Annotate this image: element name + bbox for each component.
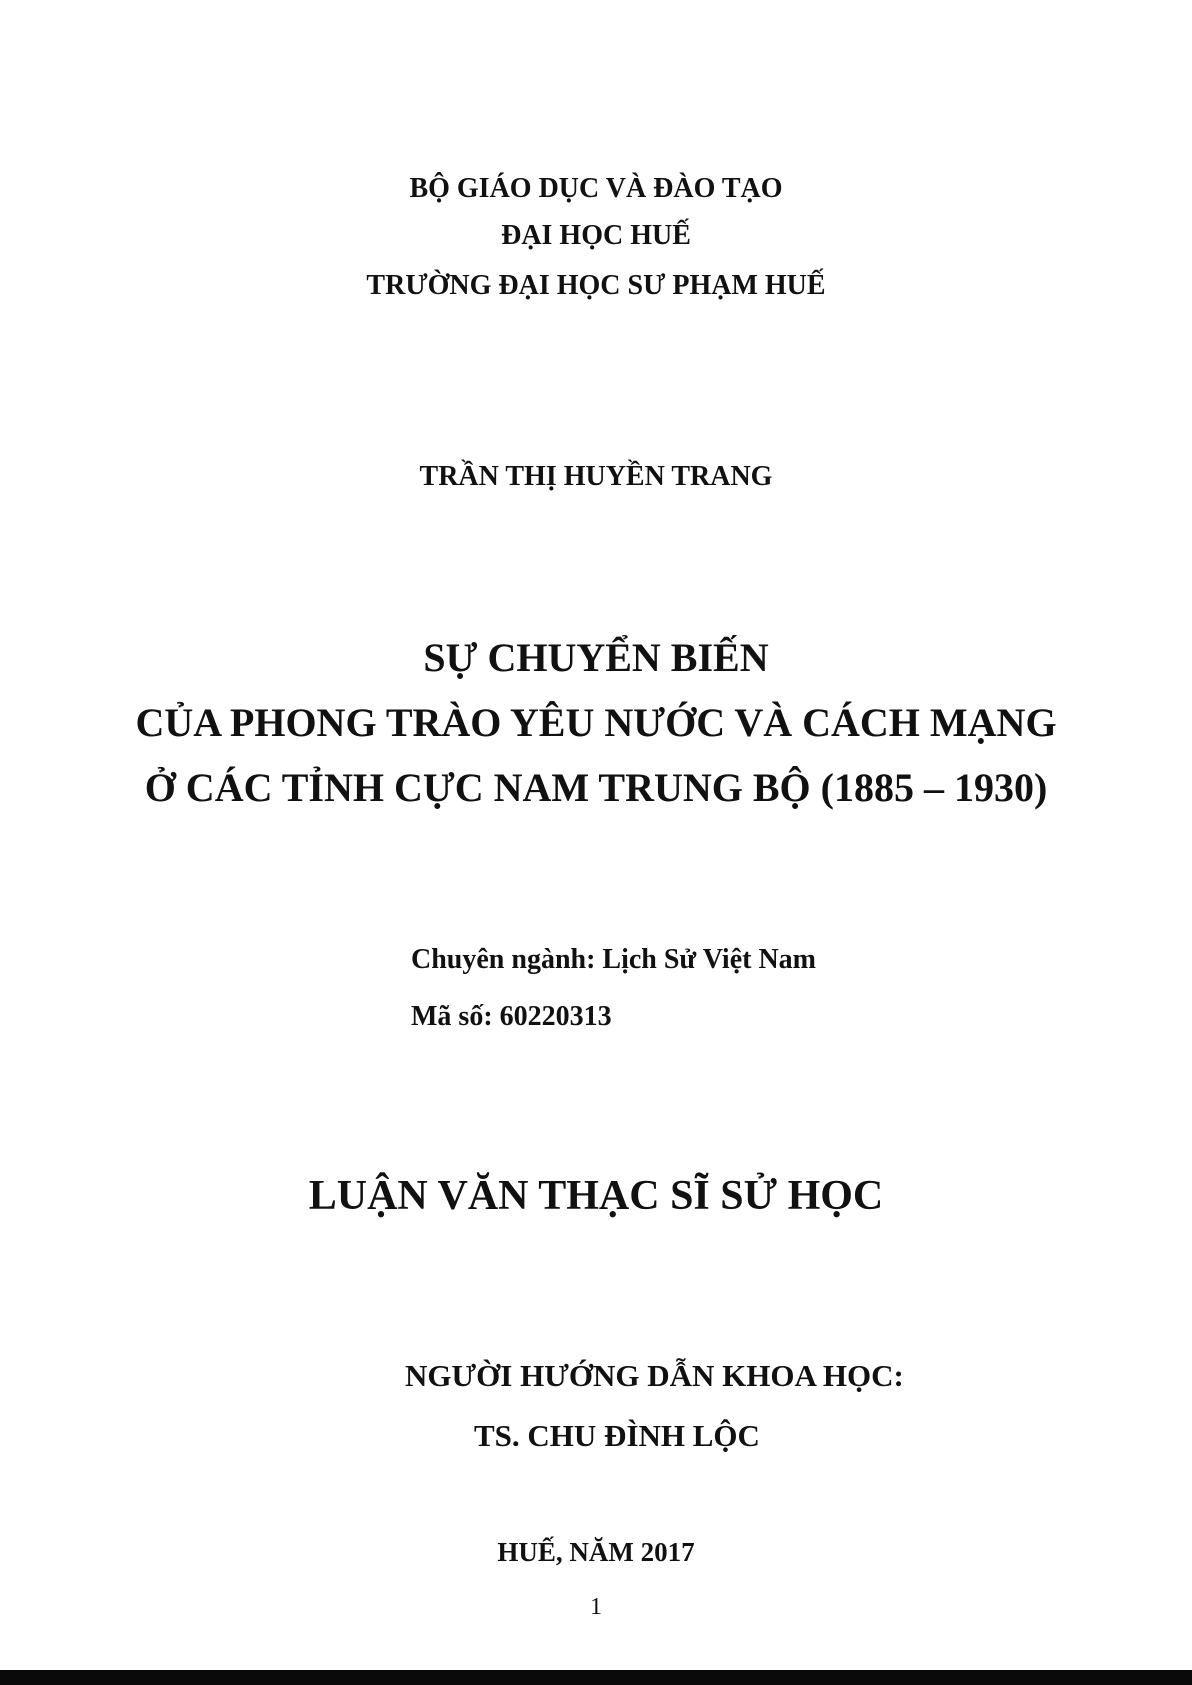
- thesis-title-line-1: SỰ CHUYỂN BIẾN: [423, 635, 769, 680]
- ministry-heading: BỘ GIÁO DỤC VÀ ĐÀO TẠO: [409, 173, 783, 204]
- author-name: TRẦN THỊ HUYỀN TRANG: [419, 461, 773, 492]
- place-year: HUẾ, NĂM 2017: [497, 1537, 695, 1567]
- thesis-title-line-2: CỦA PHONG TRÀO YÊU NƯỚC VÀ CÁCH MẠNG: [135, 700, 1057, 745]
- program-code: Mã số: 60220313: [411, 1001, 612, 1032]
- page-number: 1: [590, 1594, 602, 1620]
- bottom-border: [0, 1670, 1192, 1685]
- thesis-title-line-3: Ở CÁC TỈNH CỰC NAM TRUNG BỘ (1885 – 1930): [144, 765, 1048, 810]
- degree-title: LUẬN VĂN THẠC SĨ SỬ HỌC: [308, 1173, 884, 1219]
- school-heading: TRƯỜNG ĐẠI HỌC SƯ PHẠM HUẾ: [366, 270, 826, 301]
- advisor-name: TS. CHU ĐÌNH LỘC: [474, 1418, 760, 1453]
- advisor-label: NGƯỜI HƯỚNG DẪN KHOA HỌC:: [405, 1358, 904, 1393]
- specialization: Chuyên ngành: Lịch Sử Việt Nam: [411, 944, 816, 975]
- university-heading: ĐẠI HỌC HUẾ: [501, 220, 691, 251]
